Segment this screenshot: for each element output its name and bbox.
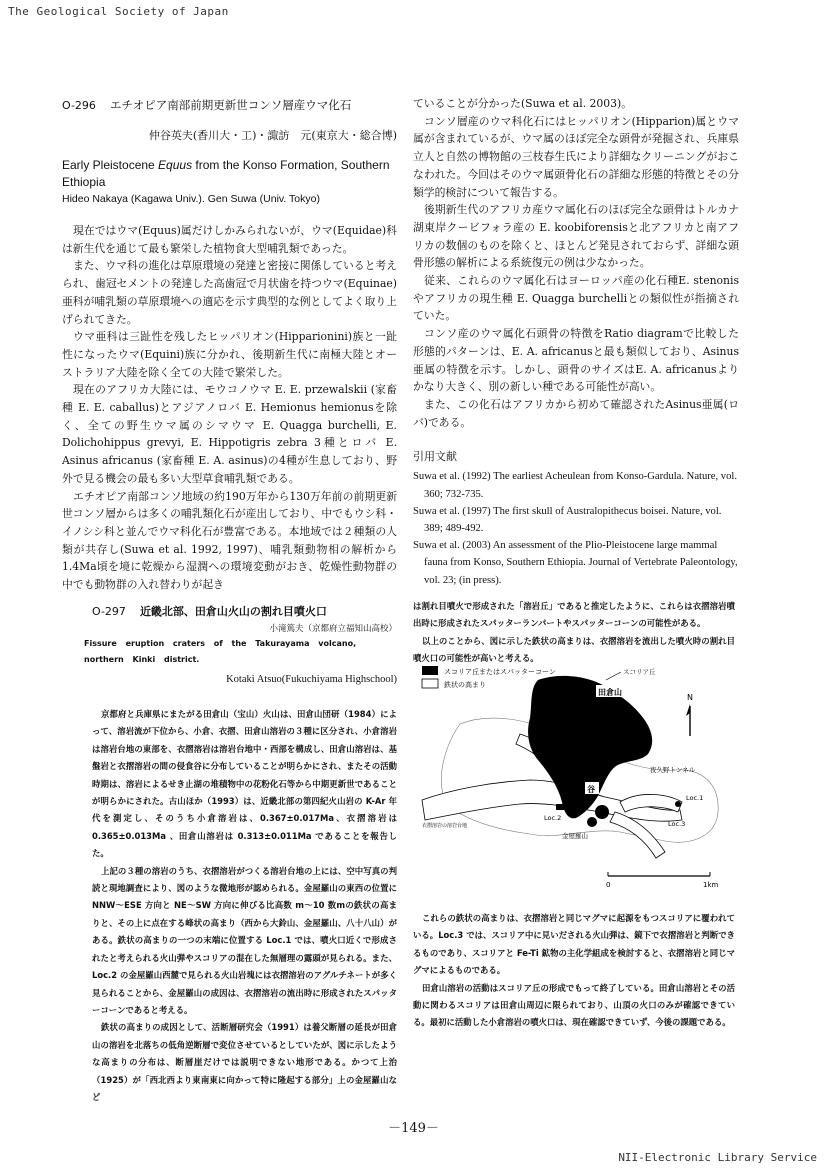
abstract-title-ja: O-297 近畿北部、田倉山火山の割れ目噴火口: [92, 605, 327, 618]
abstract-o296-col2: [413, 95, 739, 589]
paragraph: 以上のことから、図に示した鉄状の高まりは、衣摺溶岩を流出した噴火時の割れ目噴火口の可能性が高いと考える。: [413, 635, 735, 664]
reference-item: Suwa et al. (1997) The first skull of Australopithecus boisei. Nature, vol. 389; 489-492.: [413, 505, 722, 534]
abstract-o297-col1: [84, 603, 397, 1106]
svg-text:1km: 1km: [703, 881, 719, 889]
references-heading: 引用文献: [413, 450, 457, 464]
abstract-authors-en: Hideo Nakaya (Kagawa Univ.). Gen Suwa (Univ. Tokyo): [62, 193, 320, 205]
paragraph: 現在ではウマ(Equus)属だけしかみられないが、ウマ(Equidae)科は新生代を通じて最も繁栄した植物食大型哺乳類であった。: [62, 224, 397, 255]
paragraph: また、ウマ科の進化は草原環境の発達と密接に関係していると考えられ、歯冠セメントの発達した高歯冠で月状歯を持つウマ(Equinae)亜科が哺乳類の草原環境への適応を示す典型的な例としてよく取り上げられてきた。: [62, 259, 397, 326]
paragraph: エチオピア南部コンソ地域の約190万年から130万年前の前期更新世コンソ層からは多くの哺乳類化石が産出しており、中でもウシ科・イノシシ科と並んでウマ科化石が豊富である。本地域では２種類の人類が共存し(Suwa et al. 1992, 1997)、哺乳類動物相の解析から1.4Ma頃を境に乾燥から湿潤への環境変動がおき、乾燥性動物群の中でも動物群の入れ替わりが起き: [62, 489, 397, 592]
paragraph: コンソ産のウマ属化石頭骨の特徴をRatio diagramで比較した形態的パターンは、E. A. africanusと最も類似しており、Asinus亜属の特徴を示す。しかし、頭骨のサイズはE. A. africanusよりかなり大きく、別の新しい種である可能性が高い。: [413, 327, 739, 394]
legend-swatch-black: [422, 666, 438, 675]
label-loc1: Loc.1: [686, 794, 704, 802]
paragraph: 上記の３種の溶岩のうち、衣摺溶岩がつくる溶岩台地の上には、空中写真の判読と現地調査により、図のような微地形が認められる。金屋羅山の東西の位置に NNW〜ESE 方向と NE〜SW 方向に伸びる比高数 m〜10 数mの鉄状の高まりと、その上に点在する峰状の高まり（西から大鈴山、金屋羅山、八十八山）がある。鉄状の高まりの一つの末端に位置する Loc.1 では、噴火口近くで形成されたと考えられる火山弾やスコリアの混在した無層理の露頭が見られる。また、Loc.2 の金屋羅山西麓で見られる火山岩塊には衣摺溶岩のアグルチネートが多く見られることから、金屋羅山の成因は、衣摺溶岩の流出時に形成されたスパッターコーンであると考える。: [92, 865, 397, 1015]
label-tani: 谷: [587, 785, 595, 794]
abstract-authors-en: Kotaki Atsuo(Fukuchiyama Highschool): [226, 674, 397, 685]
paragraph: 現在のアフリカ大陸には、モウコノウマ E. E. przewalskii (家畜種 E. E. caballus)とアジアノロバ E. Hemionus hemionusを除く、全ての野生ウマ属のシマウマ E. Quagga burchelli, E. Dolichohippus grevyi, E. Hippotigris zebra 3種とロバ E. Asinus africanus (家畜種 E. A. asinus)の4種が生息しており、野外で見る機会の最も多い大型草食哺乳類である。: [62, 383, 397, 485]
abstract-title-ja: O-296 エチオピア南部前期更新世コンソ層産ウマ化石: [62, 98, 352, 112]
paragraph: 田倉山溶岩の活動はスコリア丘の形成でもって終了している。田倉山溶岩とその活動に関わるスコリアは田倉山周辺に限られており、山頂の火口のみが確認できている。最初に活動した小倉溶岩の噴火口は、現在確認できていず、今後の課題である。: [413, 982, 735, 1028]
abstract-body: [62, 222, 397, 594]
north-label: N: [687, 693, 693, 702]
abstract-authors-ja: 仲谷英夫(香川大・工)・諏訪 元(東京大・総合博): [148, 129, 397, 142]
label-takurayama: 田倉山: [598, 688, 622, 697]
journal-header: The Geological Society of Japan: [8, 5, 229, 18]
abstract-o296-col1: [62, 97, 397, 594]
label-konpira: 金屋羅山: [562, 832, 588, 840]
label-loc2: Loc.2: [544, 814, 562, 822]
paragraph: コンソ層産のウマ科化石にはヒッパリオン(Hipparion)属とウマ属が含まれているが、ウマ属のほぼ完全な頭骨が発掘され、兵庫県立人と自然の博物館の三枝春生氏により詳細なクリーニングがおこなわれた。今回はそのウマ属頭骨化石の詳細な形態的特徴とその分類学的検討について報告する。: [413, 114, 739, 199]
label-tunnel: 夜久野トンネル: [650, 766, 696, 774]
fissure-crater-map: [420, 662, 738, 894]
abstract-authors-ja: 小滝篤夫（京都府立福知山高校）: [269, 624, 397, 634]
paragraph: ていることが分かった(Suwa et al. 2003)。: [413, 97, 633, 110]
abstract-title-en: Early Pleistocene Equus from the Konso Formation, Southern Ethiopia: [62, 158, 390, 189]
paragraph: また、この化石はアフリカから初めて確認されたAsinus亜属(ロバ)である。: [413, 397, 739, 429]
label-west: 衣摺溶岩の溶岩台地: [422, 823, 468, 829]
abstract-o297-col2-top: [413, 598, 735, 668]
paragraph: これらの鉄状の高まりは、衣摺溶岩と同じマグマに起源をもつスコリアに覆われている。Loc.3 では、スコリア中に見いだされる火山弾は、鏡下で衣摺溶岩と判断できるものであり、スコリアと Fe-Ti 鉱物の主化学組成を検討すると、衣摺溶岩と同じマグマによるものである。: [413, 913, 735, 976]
label-loc3: Loc.3: [668, 820, 686, 828]
paragraph: 後期新生代のアフリカ産ウマ属化石のほぼ完全な頭骨はトルカナ湖東岸クービフォラ産の E. koobiforensisと北アフリカと南アフリカの数個のものを除くと、ほとんど発見されておらず、詳細な頭骨形態の解析による系統復元の例は少なかった。: [413, 203, 739, 270]
paragraph: 従来、これらのウマ属化石はヨーロッパ産の化石種E. stenonisやアフリカの現生種 E. Quagga burchelliとの類似性が指摘されていた。: [413, 274, 739, 323]
reference-item: Suwa et al. (1992) The earliest Acheulean from Konso-Gardula. Nature, vol. 360; 732-735.: [413, 471, 737, 500]
legend-label-white: 鉄状の高まり: [444, 681, 486, 689]
page-number: －149－: [388, 1121, 439, 1136]
paragraph: 鉄状の高まりの成因として、活断層研究会（1991）は養父断層の延長が田倉山の溶岩を北落ちの低角逆断層で変位させているとしていたが、図に示したような高まりの分布は、断層崖だけでは説明できない地形である。かつて上治（1925）が「西北西より東南東に向かって特に隆起する部分」上の金屋羅山など: [92, 1022, 397, 1102]
abstract-title-en: Fissure eruption craters of the Takurayama volcano, northern Kinki district.: [84, 639, 357, 664]
reference-item: Suwa et al. (2003) An assessment of the Plio-Pleistocene large mammal fauna from Konso, Southern Ethiopia. Journal of Vertebrate Paleontology, vol. 23; (in press).: [413, 540, 738, 586]
paragraph: 京都府と兵庫県にまたがる田倉山（宝山）火山は、田倉山団研（1984）によって、溶岩流が下位から、小倉、衣摺、田倉山溶岩の３種に区分され、小倉溶岩は溶岩台地の東部を、衣摺溶岩は溶岩台地中・西部を構成し、田倉山溶岩は、基盤岩と衣摺溶岩の間の侵食谷に分布していることが明らかにされ、またその活動時期は、溶岩によるせき止湖の堆積物中の花粉化石等から中期更新世であることが明らかにされた。古山ほか（1993）は、近畿北部の第四紀火山岩の K-Ar 年代を測定し、そのうち小倉溶岩は、0.367±0.017Ma、衣摺溶岩は 0.365±0.013Ma 、田倉山溶岩は 0.313±0.011Ma であることを報告した。: [92, 709, 397, 859]
legend-label-black: スコリア丘またはスパッターコーン: [444, 668, 556, 676]
abstract-o297-col2-bottom: [413, 910, 735, 1032]
paragraph: は割れ目噴火で形成された「溶岩丘」であると推定したように、これらは衣摺溶岩噴出時に形成されたスパッターランパートやスパッターコーンの可能性がある。: [413, 601, 735, 629]
label-scoria-hill: スコリア丘: [623, 668, 656, 676]
svg-text:0: 0: [606, 881, 611, 889]
footer-service: NII-Electronic Library Service: [618, 1151, 817, 1164]
paragraph: ウマ亜科は三趾性を残したヒッパリオン(Hipparionini)族と一趾性になったウマ(Equini)族に分かれ、後期新生代に南極大陸とオーストラリア大陸を除く全ての大陸で繁栄した。: [62, 330, 397, 379]
legend-swatch-white: [422, 679, 438, 688]
